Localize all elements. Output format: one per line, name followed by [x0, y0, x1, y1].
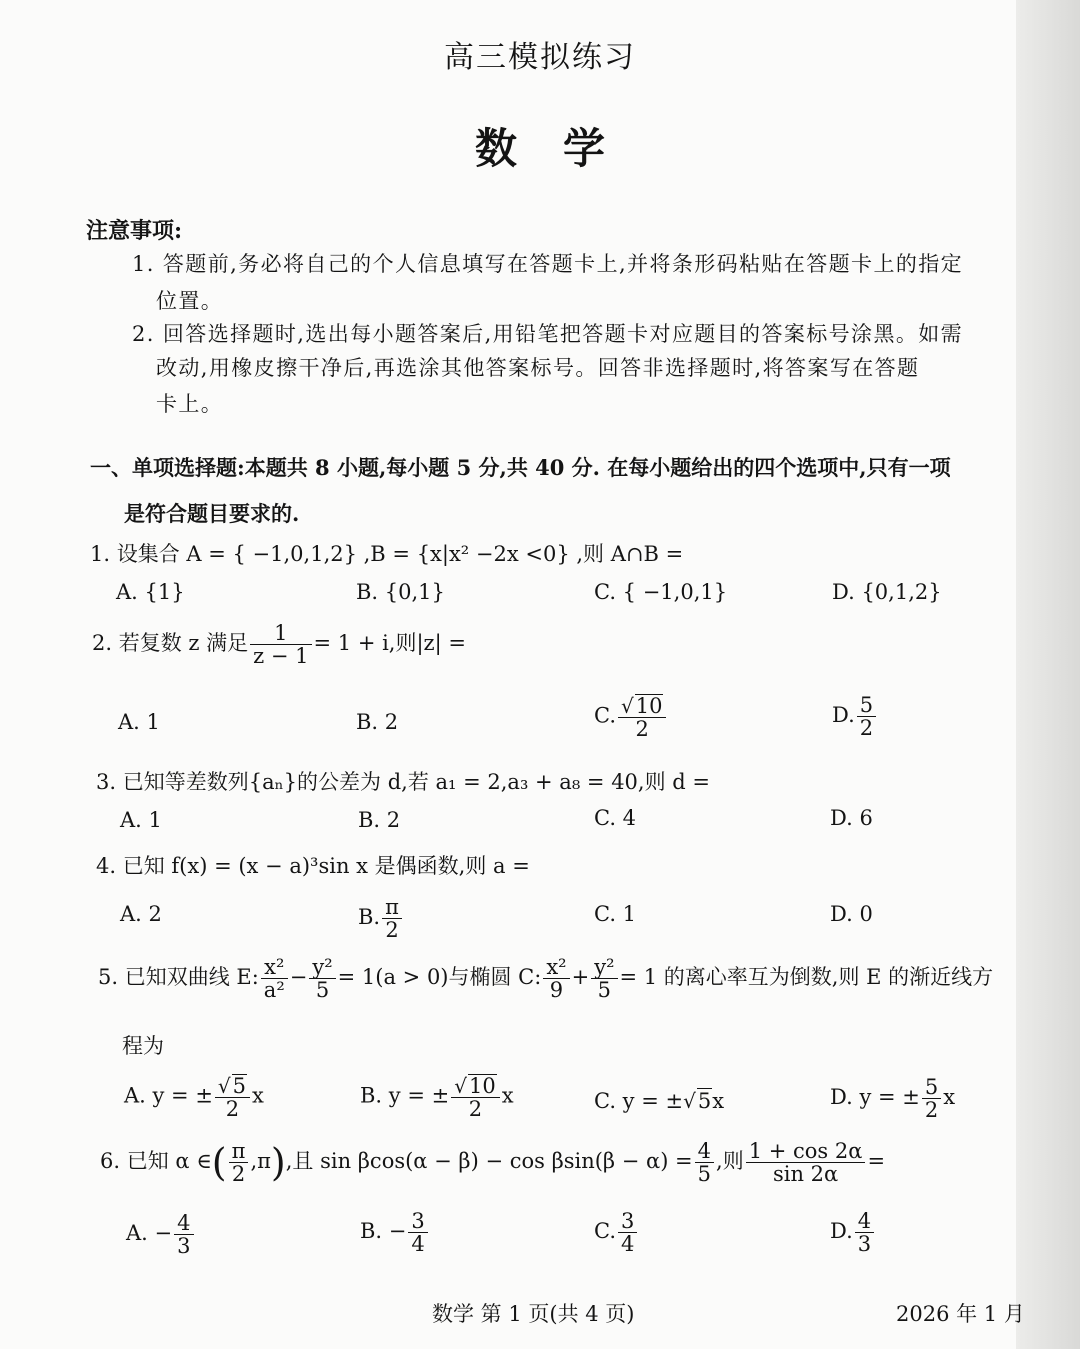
- q4-option-c: C. 1: [594, 902, 637, 926]
- q6-c-fraction: [618, 1210, 637, 1255]
- q6-option-a: [126, 1212, 196, 1257]
- q5-b-fraction: [451, 1074, 499, 1120]
- q6-f-den: 5: [697, 1162, 712, 1187]
- q5-frac-2: [309, 956, 335, 1001]
- q5-b-label: B. y = ±: [360, 1083, 450, 1108]
- q2-c-label: C.: [594, 703, 616, 728]
- q4-option-a: A. 2: [120, 902, 162, 926]
- q1-option-a: A. {1}: [116, 580, 185, 604]
- q5-c-x: x: [712, 1089, 725, 1113]
- q3-option-d: D. 6: [830, 806, 873, 830]
- q4-option-d: D. 0: [830, 902, 873, 926]
- q6-g-num: 1 + cos 2α: [746, 1140, 866, 1163]
- q5-f4-num: y²: [591, 956, 617, 979]
- q3-option-b: B. 2: [358, 808, 401, 832]
- q2-option-d: [832, 694, 878, 739]
- q6-option-c: [594, 1210, 639, 1255]
- notice-line-2: 位置。: [156, 289, 224, 313]
- q6-option-b: [360, 1210, 430, 1255]
- q2-frac-den: z − 1: [253, 644, 309, 669]
- q5-d-x: x: [943, 1085, 956, 1110]
- notice-line-3: 2. 回答选择题时,选出每小题答案后,用铅笔把答题卡对应题目的答案标号涂黑。如需: [132, 322, 964, 346]
- q6-d-den: 3: [857, 1232, 872, 1257]
- q2-frac-num: 1: [250, 622, 311, 645]
- q6-paren-den: 2: [231, 1162, 246, 1187]
- q6-d-fraction: [855, 1210, 874, 1255]
- question-1-stem: 1. 设集合 A = { −1,0,1,2} ,B = {x|x² −2x <0} ,则 A∩B =: [90, 542, 684, 566]
- q2-c-fraction: [618, 694, 666, 740]
- q4-b-fraction: [382, 896, 402, 941]
- q2-d-fraction: [857, 694, 876, 739]
- scan-edge-shadow: [1016, 0, 1080, 1349]
- q5-option-a: [124, 1074, 264, 1120]
- sqrt-sign-icon: √: [217, 1074, 231, 1098]
- q6-g-den: sin 2α: [772, 1162, 839, 1187]
- q6-frac-value: [695, 1140, 714, 1185]
- q6-paren-num: π: [229, 1140, 249, 1163]
- q6-b-fraction: [408, 1210, 427, 1255]
- q6-c-den: 4: [621, 1232, 635, 1257]
- q6-paren-fraction: [229, 1140, 249, 1185]
- q5-a-x: x: [252, 1083, 264, 1108]
- q6-option-d: [830, 1210, 876, 1255]
- q5-frac-1: [261, 956, 288, 1001]
- q2-c-radicand: 10: [635, 694, 663, 718]
- q6-b-label: B. −: [360, 1219, 407, 1244]
- q2-fraction: [250, 622, 311, 667]
- exam-subtitle: 高三模拟练习: [444, 40, 636, 75]
- q4-option-b: [358, 896, 404, 941]
- q5-a-fraction: [215, 1074, 250, 1120]
- q6-a-num: 4: [174, 1212, 193, 1235]
- notice-line-5: 卡上。: [156, 392, 224, 416]
- q2-option-b: B. 2: [356, 710, 399, 734]
- q5-f2-den: 5: [315, 978, 330, 1003]
- q2-option-c: [594, 694, 668, 740]
- q6-paren-tail: ,π: [250, 1149, 271, 1174]
- q3-option-c: C. 4: [594, 806, 637, 830]
- q5-a-radicand: 5: [232, 1074, 247, 1098]
- question-5-stem: [98, 956, 993, 1001]
- question-3-stem: 3. 已知等差数列{aₙ}的公差为 d,若 a₁ = 2,a₃ + a₈ = 40,则 d =: [96, 770, 710, 794]
- q5-b-den: 2: [468, 1097, 483, 1122]
- question-5-cont: 程为: [122, 1034, 164, 1058]
- q1-option-c: C. { −1,0,1}: [594, 580, 728, 604]
- q2-post: = 1 + i,则|z| =: [313, 631, 466, 656]
- q2-d-den: 2: [859, 716, 874, 741]
- q1-option-d: D. {0,1,2}: [832, 580, 942, 604]
- q6-a-fraction: [174, 1212, 193, 1257]
- notice-line-1: 1. 答题前,务必将自己的个人信息填写在答题卡上,并将条形码粘贴在答题卡上的指定: [132, 252, 964, 276]
- q5-b-radicand: 10: [468, 1074, 496, 1098]
- q5-c-label: C. y = ±: [594, 1089, 684, 1113]
- right-paren-icon: ): [270, 1140, 286, 1185]
- q5-d-num: 5: [922, 1076, 941, 1099]
- q2-c-den: 2: [635, 717, 649, 742]
- q5-d-label: D. y = ±: [830, 1085, 920, 1110]
- q2-option-a: A. 1: [118, 710, 160, 734]
- q2-d-num: 5: [857, 694, 876, 717]
- q5-frac-4: [591, 956, 617, 1001]
- sqrt-sign-icon: √: [683, 1089, 696, 1113]
- q6-then: ,则: [716, 1149, 744, 1174]
- q6-eq: =: [867, 1149, 886, 1174]
- q5-pre: 5. 已知双曲线 E:: [98, 965, 259, 990]
- q5-option-d: [830, 1076, 955, 1121]
- q5-a-den: 2: [225, 1097, 240, 1122]
- q6-b-den: 4: [411, 1232, 425, 1257]
- q4-b-den: 2: [385, 918, 399, 943]
- q6-pre: 6. 已知 α ∈: [100, 1149, 212, 1174]
- q1-option-b: B. {0,1}: [356, 580, 445, 604]
- q5-a-label: A. y = ±: [124, 1083, 213, 1108]
- q5-option-b: [360, 1074, 514, 1120]
- q5-f2-num: y²: [309, 956, 335, 979]
- left-paren-icon: (: [211, 1140, 227, 1185]
- q5-f1-num: x²: [261, 956, 288, 979]
- q6-c-label: C.: [594, 1219, 616, 1244]
- q6-a-den: 3: [177, 1234, 191, 1259]
- section-heading: 一、单项选择题:本题共 8 小题,每小题 5 分,共 40 分. 在每小题给出的四个选项中,只有一项: [90, 455, 951, 480]
- sqrt-sign-icon: √: [621, 694, 634, 718]
- q6-c-num: 3: [618, 1210, 637, 1233]
- q5-option-c: [594, 1088, 724, 1113]
- q5-c-radicand: 5: [697, 1089, 712, 1113]
- q5-post: = 1 的离心率互为倒数,则 E 的渐近线方: [619, 965, 994, 990]
- q5-frac-3: [543, 956, 569, 1001]
- sqrt-sign-icon: √: [454, 1074, 467, 1098]
- q6-b-num: 3: [408, 1210, 427, 1233]
- notice-line-4: 改动,用橡皮擦干净后,再选涂其他答案标号。回答非选择题时,将答案写在答题: [156, 356, 920, 380]
- q4-b-num: π: [382, 896, 402, 919]
- q5-f3-num: x²: [543, 956, 569, 979]
- q4-b-label: B.: [358, 905, 381, 930]
- q5-plus: +: [571, 965, 590, 990]
- q6-d-label: D.: [830, 1219, 853, 1244]
- exam-subject-title: 数学: [474, 124, 651, 173]
- q6-d-num: 4: [855, 1210, 874, 1233]
- question-2-stem: [92, 622, 466, 667]
- q5-f3-den: 9: [549, 978, 564, 1003]
- q3-option-a: A. 1: [120, 808, 162, 832]
- q5-minus: −: [289, 965, 308, 990]
- q5-d-den: 2: [924, 1098, 939, 1123]
- section-heading-cont: 是符合题目要求的.: [124, 501, 300, 526]
- q2-d-label: D.: [832, 703, 855, 728]
- q6-frac-target: [746, 1140, 866, 1185]
- question-4-stem: 4. 已知 f(x) = (x − a)³sin x 是偶函数,则 a =: [96, 854, 530, 878]
- q6-mid: ,且 sin βcos(α − β) − cos βsin(β − α) =: [285, 1149, 693, 1174]
- exam-date: 2026 年 1 月: [896, 1302, 1025, 1326]
- question-6-stem: [100, 1140, 885, 1185]
- notice-heading: 注意事项:: [86, 218, 183, 244]
- page-footer: 数学 第 1 页(共 4 页): [432, 1302, 635, 1326]
- q6-f-num: 4: [695, 1140, 714, 1163]
- q5-mid: = 1(a > 0)与椭圆 C:: [337, 965, 542, 990]
- q5-f1-den: a²: [263, 978, 285, 1003]
- q5-b-x: x: [501, 1083, 514, 1108]
- q6-a-label: A. −: [126, 1221, 173, 1246]
- q5-f4-den: 5: [597, 978, 612, 1003]
- q5-d-fraction: [922, 1076, 941, 1121]
- q2-pre: 2. 若复数 z 满足: [92, 631, 249, 656]
